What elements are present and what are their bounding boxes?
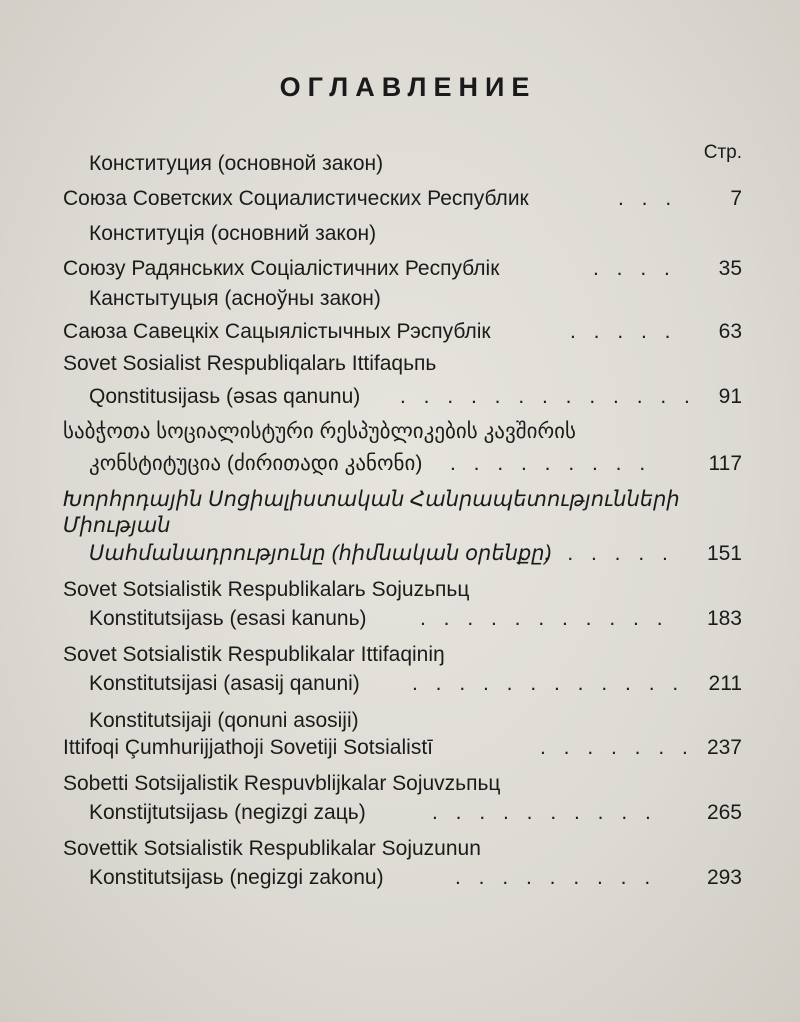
toc-entry-title: Qonstitusijasь (əsas qanunu) [89, 385, 361, 408]
toc-leader-dots: . . . . . . . . . . . [420, 607, 669, 630]
page-column-header: Стр. [703, 142, 742, 163]
toc-entry-armenian-line2 [0, 540, 800, 568]
toc-leader-dots: . . . . . . . [520, 542, 674, 565]
toc-entry-tajik-line2 [0, 734, 800, 762]
toc-entry-title: Konstitutsijaji (qonuni asosiji) [89, 709, 359, 732]
toc-entry-armenian-line1 [0, 486, 800, 514]
toc-leader-dots: . . . . . [570, 320, 677, 343]
toc-page-number: 237 [706, 736, 742, 759]
toc-leader-dots: . . . . . . . . . [455, 866, 657, 889]
toc-entry-title: Sobetti Sotsijalistik Respuvblijkalar Sojuvzьпьц [63, 772, 501, 795]
toc-entry-russian-line1 [0, 150, 800, 178]
toc-page-number: 35 [718, 257, 742, 280]
toc-entry-kazakh-line2 [0, 799, 800, 827]
toc-leader-dots: . . . [618, 187, 678, 210]
toc-entry-uzbek-line2 [0, 670, 800, 698]
toc-entry-title: Konstijtutsijasь (negizgi zaць) [89, 801, 366, 824]
toc-entry-title: Միության [63, 514, 171, 537]
toc-entry-azerbaijani-line2 [0, 383, 800, 411]
toc-entry-ukrainian-line2 [0, 255, 800, 283]
toc-entry-title: Союзу Радянських Соціалістичних Республік [63, 257, 500, 280]
toc-entry-title: Konstitutsijasь (esasi kanunь) [89, 607, 367, 630]
toc-entry-armenian-line1b [0, 512, 800, 540]
toc-entry-georgian-line1 [0, 418, 800, 446]
toc-page-number: 63 [718, 320, 742, 343]
toc-entry-turkmen-line2 [0, 605, 800, 633]
toc-page-number: 293 [706, 866, 742, 889]
toc-entry-tajik-line1 [0, 707, 800, 735]
toc-entry-title: Konstitutsijasi (asasij qanuni) [89, 672, 360, 695]
toc-leader-dots: . . . . . . . . . . . . [412, 672, 685, 695]
toc-entry-turkmen-line1 [0, 576, 800, 604]
toc-page-number: 91 [718, 385, 742, 408]
toc-leader-dots: . . . . [593, 257, 676, 280]
toc-leader-dots: . . . . . . . [540, 736, 694, 759]
toc-entry-title: Конституция (основной закон) [89, 152, 384, 175]
toc-page-number: 183 [706, 607, 742, 630]
toc-entry-title: Konstitutsijasь (negizgi zakonu) [89, 866, 384, 889]
toc-entry-title: Ittifoqi Çumhurijjathoji Sovetiji Sotsialistī [63, 736, 433, 759]
toc-entry-title: კონსტიტუცია (ძირითადი კანონი) [89, 452, 423, 475]
toc-page-number: 265 [706, 801, 742, 824]
toc-leader-dots: . . . . . . . . . . [432, 801, 657, 824]
toc-entry-kyrgyz-line1 [0, 835, 800, 863]
toc-entry-title: Sovet Sotsialistik Respublikalarь Sojuzьпьц [63, 578, 470, 601]
toc-entry-title: Sovet Sotsialistik Respublikalar Ittifaqiniŋ [63, 643, 445, 666]
toc-entry-kazakh-line1 [0, 770, 800, 798]
toc-entry-belarusian-line1 [0, 285, 800, 313]
toc-leader-dots: . . . . . . . . . . . . . [400, 385, 696, 408]
toc-page-number: 151 [706, 542, 742, 565]
toc-entry-title: Սահմանադրությունը (հիմնական օրենքը) [89, 542, 552, 565]
toc-entry-uzbek-line1 [0, 641, 800, 669]
toc-page-number: 211 [708, 672, 742, 695]
toc-entry-belarusian-line2 [0, 318, 800, 346]
toc-entry-title: Sovettik Sotsialistik Respublikalar Sojuzunun [63, 837, 481, 860]
toc-entry-title: Խորհրդային Սոցիալիստական Հանրապետությունների [63, 488, 680, 511]
toc-entry-kyrgyz-line2 [0, 864, 800, 892]
toc-entry-title: Конституція (основний закон) [89, 222, 377, 245]
toc-entry-title: Союза Советских Социалистических Республик [63, 187, 529, 210]
toc-entry-title: Канстытуцыя (асноўны закон) [89, 287, 381, 310]
toc-page-number: 117 [708, 452, 742, 475]
toc-entry-georgian-line2 [0, 450, 800, 478]
toc-entry-ukrainian-line1 [0, 220, 800, 248]
page-title: ОГЛАВЛЕНИЕ [279, 72, 537, 102]
toc-page-number: 7 [730, 187, 742, 210]
toc-entry-title: Саюза Савецкіх Сацыялістычных Рэспублік [63, 320, 491, 343]
toc-entry-title: საბჭოთა სოციალისტური რესპუბლიკების კავშირის [63, 420, 577, 443]
toc-leader-dots: . . . . . . . . . [450, 452, 652, 475]
toc-entry-russian-line2 [0, 185, 800, 213]
toc-entry-title: Sovet Sosialist Respubliqalarь Ittifaqьпь [63, 352, 437, 375]
toc-entry-azerbaijani-line1 [0, 350, 800, 378]
